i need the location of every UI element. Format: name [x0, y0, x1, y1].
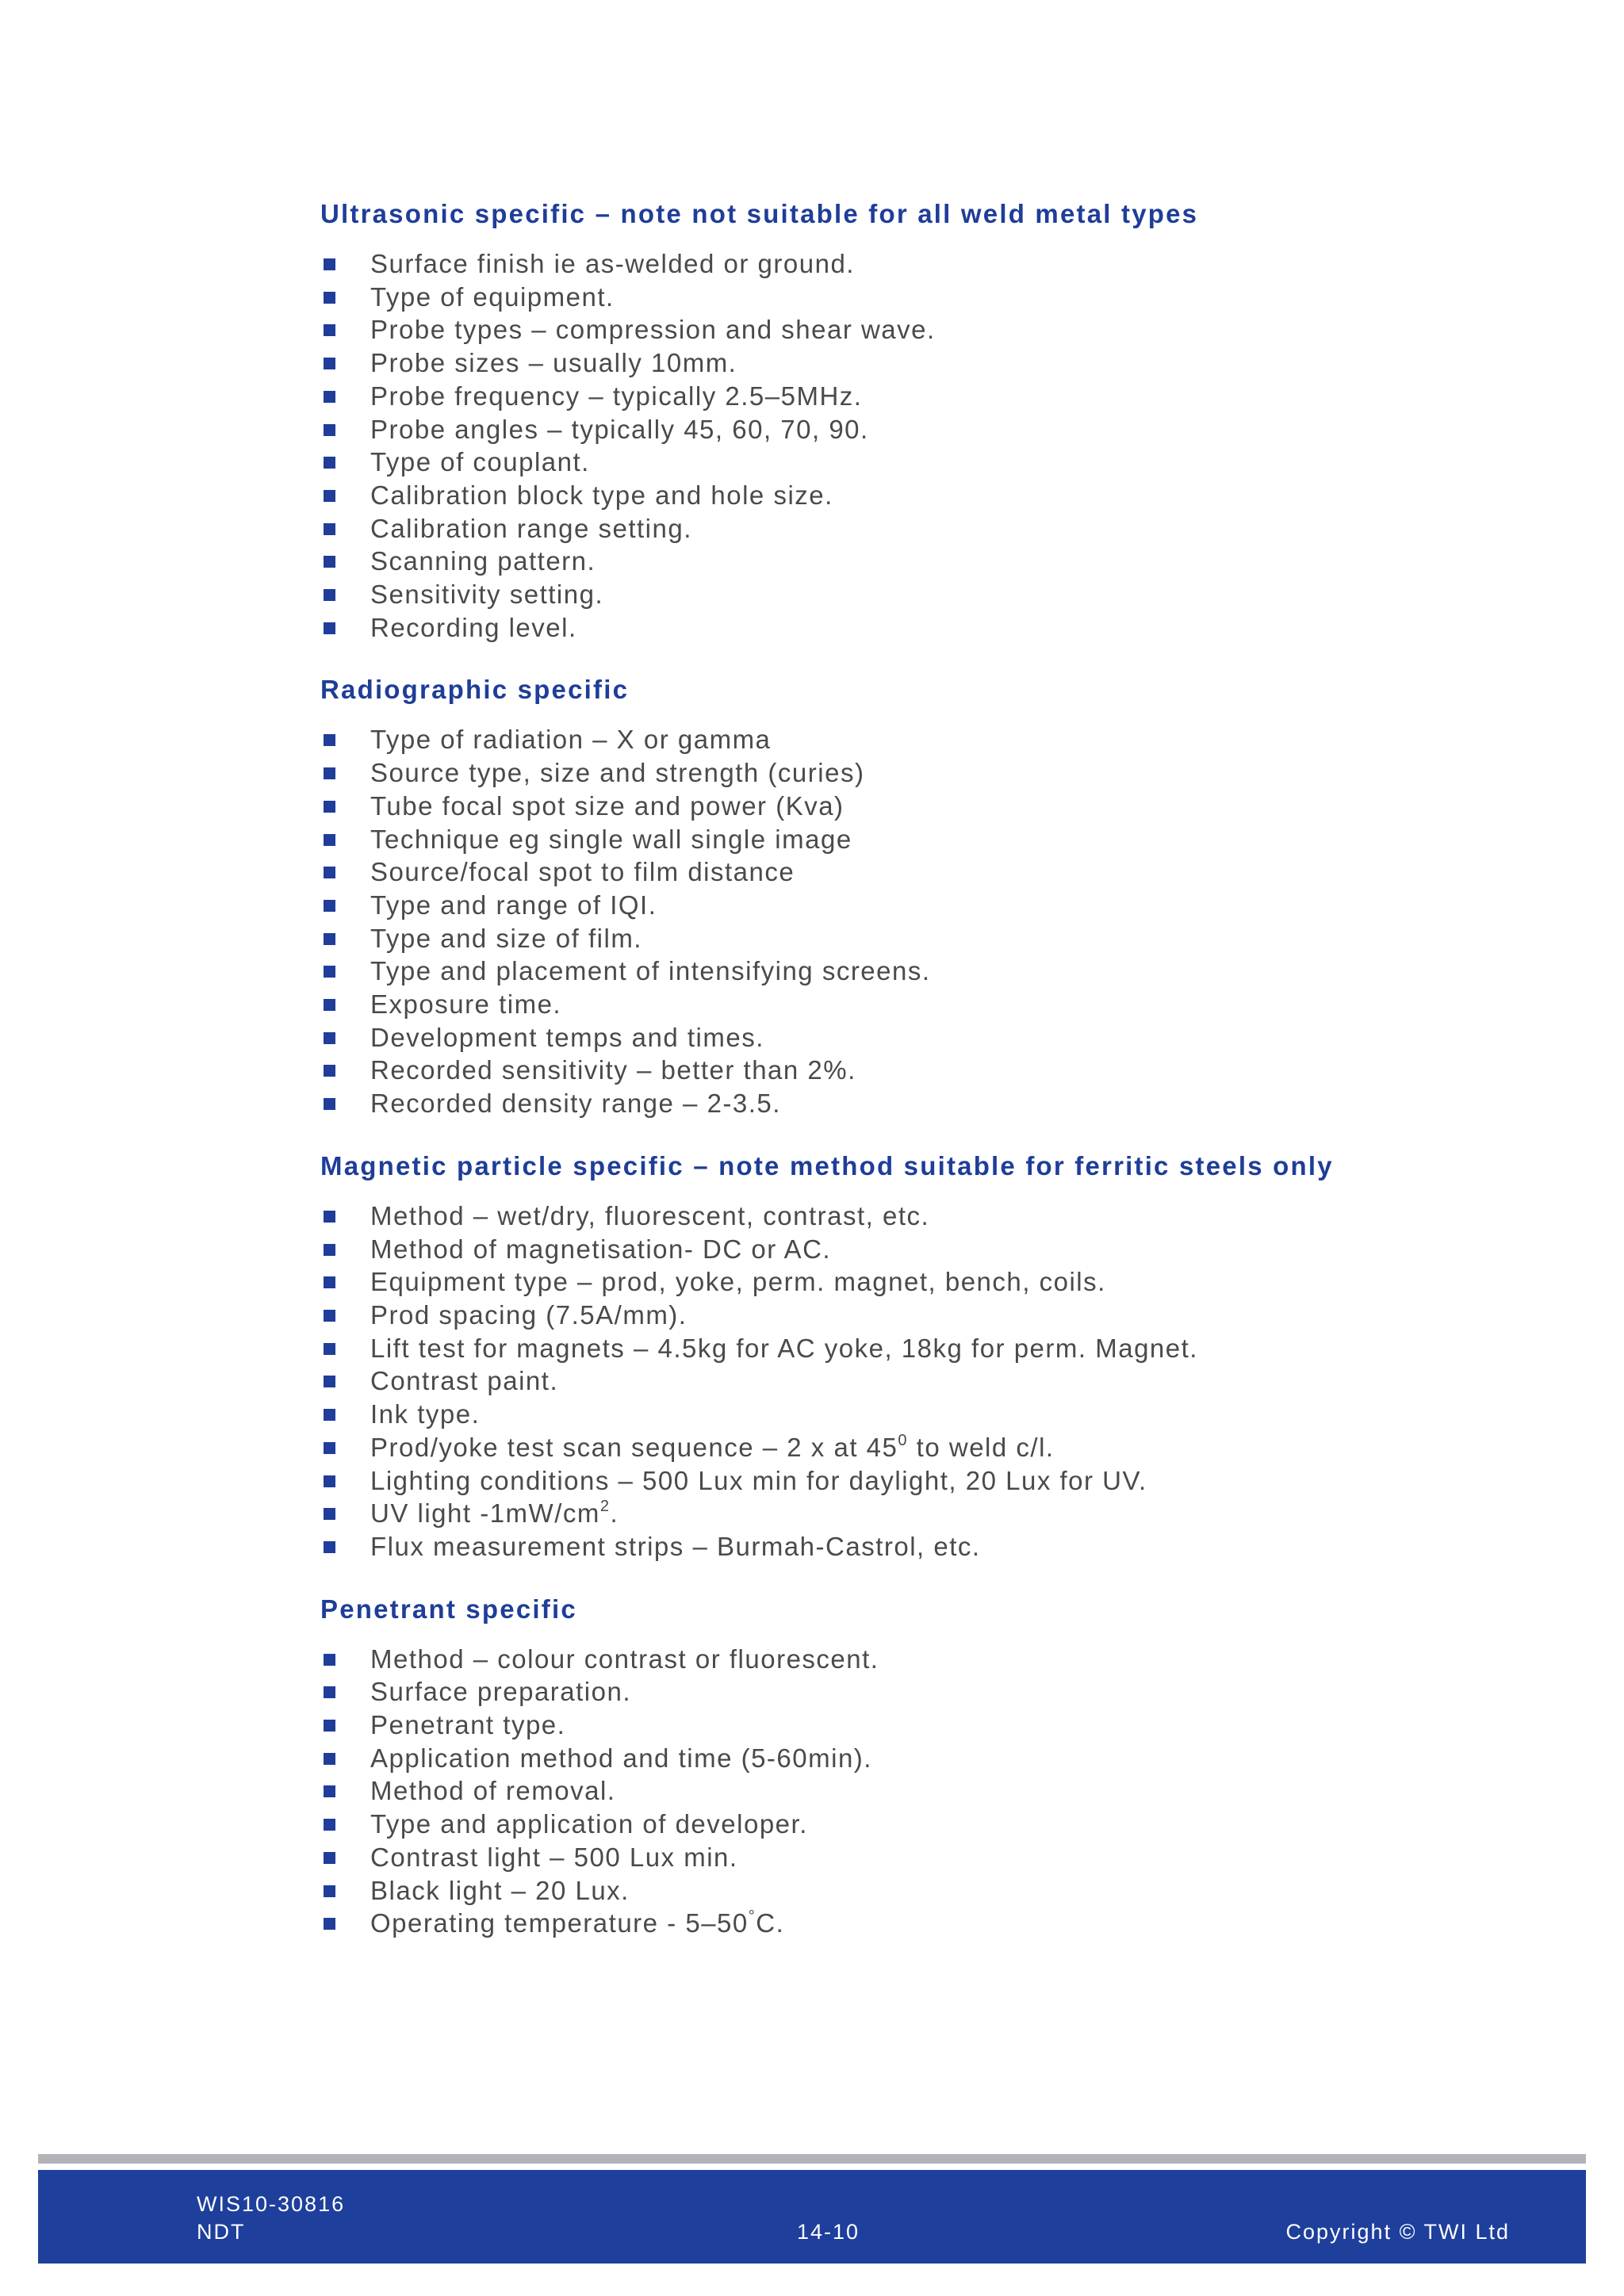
square-bullet-icon — [324, 1720, 335, 1732]
square-bullet-icon — [324, 734, 335, 746]
square-bullet-icon — [324, 258, 335, 270]
list-item-text: C. — [756, 1908, 785, 1938]
footer-divider — [38, 2154, 1586, 2164]
list-item — [320, 247, 1557, 281]
square-bullet-icon — [324, 523, 335, 535]
square-bullet-icon — [324, 1376, 335, 1387]
list-item-text: Probe angles – typically 45, 60, 70, 90. — [370, 414, 869, 444]
superscript: 2 — [599, 1498, 611, 1516]
list-item-text: Surface preparation. — [370, 1677, 632, 1707]
list-item — [320, 1398, 1557, 1431]
square-bullet-icon — [324, 999, 335, 1011]
page-footer — [38, 2170, 1586, 2263]
list-item-text: Sensitivity setting. — [370, 580, 604, 610]
square-bullet-icon — [324, 1343, 335, 1355]
superscript: ° — [748, 1908, 756, 1926]
list-item-text: Type and placement of intensifying screens. — [370, 956, 931, 986]
square-bullet-icon — [324, 1211, 335, 1223]
list-item — [320, 380, 1557, 413]
square-bullet-icon — [324, 358, 335, 369]
square-bullet-icon — [324, 424, 335, 436]
list-item-text: Exposure time. — [370, 989, 562, 1020]
list-item-text: Recorded density range – 2-3.5. — [370, 1089, 781, 1119]
list-item — [320, 1265, 1557, 1299]
list-item — [320, 1332, 1557, 1365]
list-item-text: Method – colour contrast or fluorescent. — [370, 1644, 879, 1674]
square-bullet-icon — [324, 900, 335, 912]
list-item — [320, 1497, 1557, 1530]
list-item-text: Calibration range setting. — [370, 513, 692, 543]
square-bullet-icon — [324, 1409, 335, 1421]
copyright-notice: Copyright © TWI Ltd — [1285, 2220, 1510, 2244]
list-item-text: Method of magnetisation- DC or AC. — [370, 1234, 832, 1264]
square-bullet-icon — [324, 292, 335, 304]
list-item-text: Surface finish ie as-welded or ground. — [370, 249, 855, 278]
list-item — [320, 512, 1557, 545]
list-item-text: Contrast light – 500 Lux min. — [370, 1842, 738, 1872]
list-item-text: Type of equipment. — [370, 281, 615, 312]
list-item — [320, 1299, 1557, 1332]
list-item-text: Prod spacing (7.5A/mm). — [370, 1299, 688, 1330]
list-item — [320, 889, 1557, 922]
superscript: 0 — [898, 1431, 909, 1449]
square-bullet-icon — [324, 1310, 335, 1322]
list-item-text: Recorded sensitivity – better than 2%. — [370, 1055, 856, 1085]
list-item-text: Black light – 20 Lux. — [370, 1875, 630, 1905]
square-bullet-icon — [324, 1032, 335, 1044]
square-bullet-icon — [324, 324, 335, 336]
list-item — [320, 790, 1557, 823]
list-item-text: UV light -1mW/cm — [370, 1498, 600, 1529]
list-item-text: Penetrant type. — [370, 1710, 566, 1740]
list-item — [320, 611, 1557, 645]
list-item — [320, 1841, 1557, 1874]
list-item-text: Type and application of developer. — [370, 1809, 808, 1839]
list-item — [320, 922, 1557, 955]
section-heading: Magnetic particle specific – note method suitable for ferritic steels only — [320, 1150, 1334, 1181]
square-bullet-icon — [324, 1785, 335, 1797]
list-item-text: Probe frequency – typically 2.5–5MHz. — [370, 381, 863, 411]
bullet-list — [320, 1200, 1557, 1563]
square-bullet-icon — [324, 801, 335, 813]
list-item-text: Ink type. — [370, 1399, 481, 1429]
list-item-text: Calibration block type and hole size. — [370, 480, 833, 510]
list-item-text: Source type, size and strength (curies) — [370, 758, 865, 788]
bullet-list — [320, 247, 1557, 644]
list-item-text: Scanning pattern. — [370, 546, 596, 576]
list-item-text: Application method and time (5-60min). — [370, 1743, 872, 1773]
section-heading: Ultrasonic specific – note not suitable for all weld metal types — [320, 199, 1199, 228]
list-item — [320, 1200, 1557, 1233]
list-item-text: Tube focal spot size and power (Kva) — [370, 790, 845, 821]
list-item — [320, 1742, 1557, 1775]
square-bullet-icon — [324, 1065, 335, 1077]
square-bullet-icon — [324, 1442, 335, 1454]
list-item-text: Contrast paint. — [370, 1366, 559, 1396]
square-bullet-icon — [324, 1508, 335, 1520]
list-item — [320, 756, 1557, 790]
list-item-text: Type of radiation – X or gamma — [370, 725, 772, 755]
list-item — [320, 479, 1557, 512]
list-item — [320, 1874, 1557, 1908]
list-item-text: Method – wet/dry, fluorescent, contrast, etc. — [370, 1200, 930, 1230]
list-item — [320, 1021, 1557, 1054]
list-item — [320, 1054, 1557, 1087]
bullet-list — [320, 1643, 1557, 1940]
list-item — [320, 955, 1557, 988]
square-bullet-icon — [324, 1753, 335, 1765]
square-bullet-icon — [324, 1654, 335, 1666]
square-bullet-icon — [324, 1098, 335, 1110]
list-item — [320, 1464, 1557, 1498]
list-item-text: Method of removal. — [370, 1776, 616, 1806]
list-item — [320, 1675, 1557, 1709]
list-item-text: Prod/yoke test scan sequence – 2 x at 45 — [370, 1432, 898, 1462]
square-bullet-icon — [324, 933, 335, 945]
list-item-text: Flux measurement strips – Burmah-Castrol, etc. — [370, 1531, 981, 1561]
list-item — [320, 1087, 1557, 1120]
list-item-text: Probe types – compression and shear wave. — [370, 315, 936, 345]
list-item — [320, 1530, 1557, 1563]
list-item-text: Development temps and times. — [370, 1022, 764, 1052]
list-item-text: to weld c/l. — [908, 1432, 1055, 1462]
list-item-text: Probe sizes – usually 10mm. — [370, 348, 737, 378]
list-item — [320, 1808, 1557, 1841]
section-heading: Radiographic specific — [320, 675, 630, 705]
document-code: WIS10-30816 — [197, 2192, 346, 2216]
square-bullet-icon — [324, 1541, 335, 1553]
square-bullet-icon — [324, 490, 335, 502]
square-bullet-icon — [324, 1244, 335, 1256]
square-bullet-icon — [324, 589, 335, 601]
list-item — [320, 1907, 1557, 1940]
square-bullet-icon — [324, 1276, 335, 1288]
list-item — [320, 1709, 1557, 1742]
list-item — [320, 855, 1557, 889]
list-item-text: Equipment type – prod, yoke, perm. magnet, bench, coils. — [370, 1267, 1106, 1297]
list-item-text: Lighting conditions – 500 Lux min for daylight, 20 Lux for UV. — [370, 1465, 1147, 1495]
square-bullet-icon — [324, 1819, 335, 1831]
square-bullet-icon — [324, 1852, 335, 1864]
square-bullet-icon — [324, 1475, 335, 1487]
list-item-text: Lift test for magnets – 4.5kg for AC yoke, 18kg for perm. Magnet. — [370, 1333, 1198, 1363]
list-item — [320, 823, 1557, 856]
page-number: 14-10 — [797, 2220, 860, 2244]
square-bullet-icon — [324, 966, 335, 978]
list-item — [320, 281, 1557, 314]
square-bullet-icon — [324, 391, 335, 403]
list-item — [320, 723, 1557, 756]
list-item-text: Operating temperature - 5–50 — [370, 1908, 749, 1938]
page-content — [320, 198, 1557, 1970]
square-bullet-icon — [324, 1918, 335, 1930]
document-subject: NDT — [197, 2220, 246, 2244]
square-bullet-icon — [324, 1686, 335, 1698]
square-bullet-icon — [324, 834, 335, 846]
list-item — [320, 346, 1557, 380]
list-item-text: Technique eg single wall single image — [370, 824, 852, 854]
list-item — [320, 446, 1557, 479]
square-bullet-icon — [324, 457, 335, 469]
square-bullet-icon — [324, 767, 335, 779]
list-item — [320, 413, 1557, 446]
list-item — [320, 988, 1557, 1021]
square-bullet-icon — [324, 622, 335, 634]
list-item — [320, 1643, 1557, 1676]
list-item-text: Type and range of IQI. — [370, 890, 657, 920]
list-item — [320, 545, 1557, 578]
list-item — [320, 1431, 1557, 1464]
list-item — [320, 1233, 1557, 1266]
section-heading: Penetrant specific — [320, 1594, 577, 1624]
list-item-text: Source/focal spot to film distance — [370, 857, 795, 887]
square-bullet-icon — [324, 867, 335, 878]
list-item-text: Recording level. — [370, 612, 577, 642]
square-bullet-icon — [324, 556, 335, 568]
list-item — [320, 578, 1557, 611]
list-item-text: Type of couplant. — [370, 447, 590, 477]
list-item-text: . — [610, 1498, 619, 1529]
list-item — [320, 1364, 1557, 1398]
list-item — [320, 1774, 1557, 1808]
list-item — [320, 313, 1557, 346]
square-bullet-icon — [324, 1885, 335, 1897]
list-item-text: Type and size of film. — [370, 923, 642, 953]
bullet-list — [320, 723, 1557, 1119]
